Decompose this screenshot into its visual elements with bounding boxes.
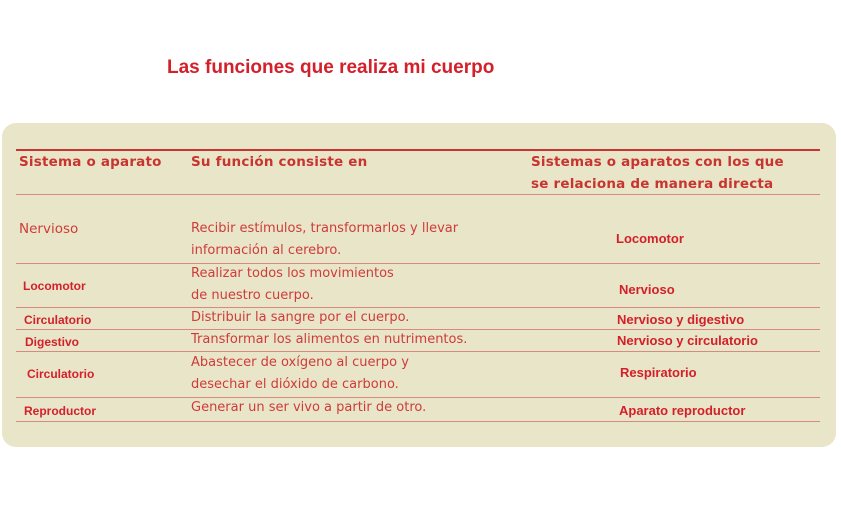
column-header-function: Su función consiste en: [191, 154, 368, 170]
table-top-rule: [16, 149, 820, 151]
table-bottom-rule: [16, 421, 820, 422]
row-function: [191, 307, 409, 329]
row-function-line: desechar el dióxido de carbono.: [191, 377, 399, 392]
row-system: Reproductor: [24, 404, 96, 418]
row-function-line: Recibir estímulos, transformarlos y llevar: [191, 221, 459, 236]
row-function-line: de nuestro cuerpo.: [191, 288, 314, 303]
row-system: Locomotor: [23, 279, 86, 293]
row-related: Nervioso: [619, 282, 675, 297]
column-header-related-line1: Sistemas o aparatos con los que: [531, 154, 784, 170]
row-function: [191, 329, 467, 351]
row-function-line: Abastecer de oxígeno al cuerpo y: [191, 355, 409, 370]
column-header-related-line2: se relaciona de manera directa: [531, 176, 774, 192]
row-function: [191, 397, 426, 419]
row-related: Nervioso y circulatorio: [617, 333, 758, 348]
row-related: Locomotor: [616, 231, 684, 246]
column-header-system: Sistema o aparato: [19, 154, 162, 170]
row-function-line: Transformar los alimentos en nutrimentos.: [191, 332, 468, 347]
row-divider: [16, 351, 820, 352]
table-panel: [2, 123, 836, 447]
column-header-related: [531, 154, 784, 192]
row-function: [191, 352, 409, 396]
row-related: Aparato reproductor: [619, 403, 746, 418]
row-function-line: información al cerebro.: [191, 243, 342, 258]
row-system: Digestivo: [25, 335, 80, 349]
row-function: [191, 263, 394, 307]
row-divider: [16, 307, 820, 308]
row-function: [191, 218, 458, 262]
row-divider: [16, 263, 820, 264]
header-divider: [16, 194, 820, 195]
page-title: Las funciones que realiza mi cuerpo: [167, 57, 495, 78]
row-system: Circulatorio: [24, 313, 92, 327]
row-related: Respiratorio: [620, 365, 697, 380]
row-system: Circulatorio: [27, 367, 95, 381]
row-function-line: Generar un ser vivo a partir de otro.: [191, 400, 427, 415]
row-function-line: Realizar todos los movimientos: [191, 266, 394, 281]
row-system: Nervioso: [19, 221, 79, 237]
row-related: Nervioso y digestivo: [617, 312, 745, 327]
row-function-line: Distribuir la sangre por el cuerpo.: [191, 310, 410, 325]
